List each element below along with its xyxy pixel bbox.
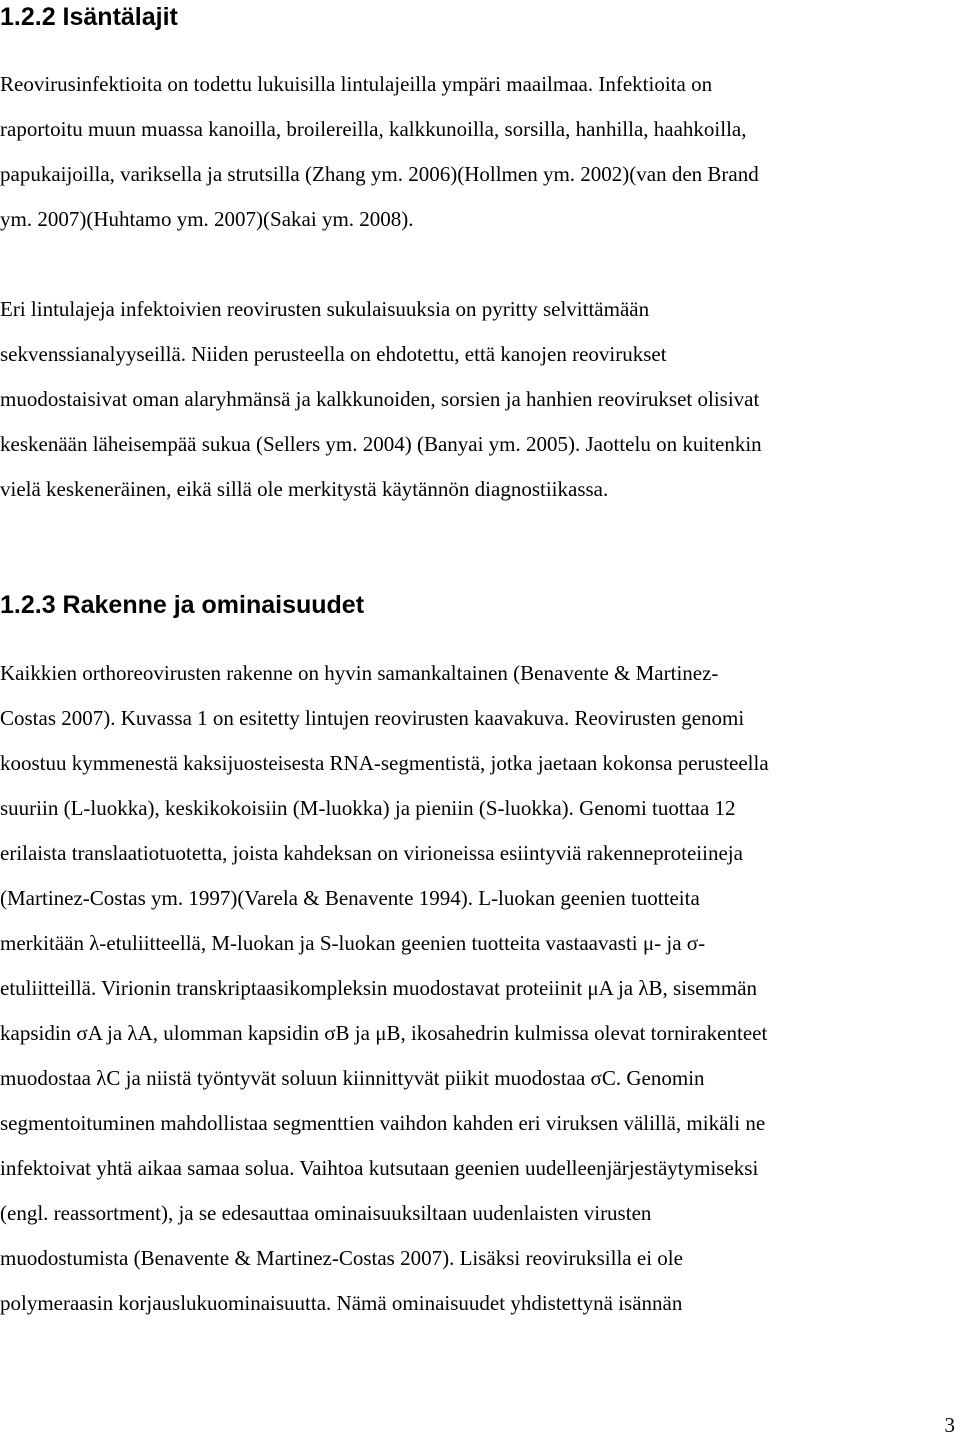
text-line: muodostumista (Benavente & Martinez-Costas 2007). Lisäksi reoviruksilla ei ole	[0, 1246, 683, 1270]
paragraph-structure-properties	[0, 651, 960, 1326]
text-line: kapsidin σA ja λA, ulomman kapsidin σB ja μB, ikosahedrin kulmissa olevat tornirakenteet	[0, 1021, 768, 1045]
text-line: etuliitteillä. Virionin transkriptaasikompleksin muodostavat proteiinit μA ja λB, sisemmän	[0, 976, 758, 1000]
text-line: papukaijoilla, variksella ja strutsilla (Zhang ym. 2006)(Hollmen ym. 2002)(van den Brand	[0, 162, 759, 186]
text-line: vielä keskeneräinen, eikä sillä ole merkitystä käytännön diagnostiikassa.	[0, 477, 609, 501]
text-line: polymeraasin korjauslukuominaisuutta. Nämä ominaisuudet yhdistettynä isännän	[0, 1291, 683, 1315]
text-line: merkitään λ-etuliitteellä, M-luokan ja S-luokan geenien tuotteita vastaavasti μ- ja σ-	[0, 931, 706, 955]
text-line: erilaista translaatiotuotetta, joista kahdeksan on virioneissa esiintyviä rakenneproteiineja	[0, 841, 743, 865]
page-number: 3	[944, 1413, 955, 1437]
text-line: suuriin (L-luokka), keskikokoisiin (M-luokka) ja pieniin (S-luokka). Genomi tuottaa 12	[0, 796, 736, 820]
text-line: Eri lintulajeja infektoivien reovirusten sukulaisuuksia on pyritty selvittämään	[0, 297, 650, 321]
text-line: keskenään läheisempää sukua (Sellers ym. 2004) (Banyai ym. 2005). Jaottelu on kuitenkin	[0, 432, 762, 456]
text-line: ym. 2007)(Huhtamo ym. 2007)(Sakai ym. 2008).	[0, 207, 414, 231]
text-line: muodostaa λC ja niistä työntyvät soluun kiinnittyvät piikit muodostaa σC. Genomin	[0, 1066, 705, 1090]
section-heading-isantalajit: 1.2.2 Isäntälajit	[0, 3, 178, 31]
text-line: Costas 2007). Kuvassa 1 on esitetty lintujen reovirusten kaavakuva. Reovirusten genomi	[0, 706, 745, 730]
paragraph-host-species	[0, 62, 960, 242]
text-line: Reovirusinfektioita on todettu lukuisilla lintulajeilla ympäri maailmaa. Infektioita on	[0, 72, 713, 96]
text-line: segmentoituminen mahdollistaa segmenttien vaihdon kahden eri viruksen välillä, mikäli ne	[0, 1111, 766, 1135]
text-line: infektoivat yhtä aikaa samaa solua. Vaihtoa kutsutaan geenien uudelleenjärjestäytymiseksi	[0, 1156, 759, 1180]
section-heading-rakenne: 1.2.3 Rakenne ja ominaisuudet	[0, 591, 365, 619]
text-line: koostuu kymmenestä kaksijuosteisesta RNA-segmentistä, jotka jaetaan kokonsa perusteella	[0, 751, 769, 775]
text-line: muodostaisivat oman alaryhmänsä ja kalkkunoiden, sorsien ja hanhien reovirukset olisivat	[0, 387, 760, 411]
text-line: (engl. reassortment), ja se edesauttaa ominaisuuksiltaan uudenlaisten virusten	[0, 1201, 652, 1225]
text-line: sekvenssianalyyseillä. Niiden perusteella on ehdotettu, että kanojen reovirukset	[0, 342, 667, 366]
text-line: Kaikkien orthoreovirusten rakenne on hyvin samankaltainen (Benavente & Martinez-	[0, 661, 719, 685]
text-line: (Martinez-Costas ym. 1997)(Varela & Benavente 1994). L-luokan geenien tuotteita	[0, 886, 700, 910]
paragraph-sequence-analyses	[0, 287, 960, 512]
text-line: raportoitu muun muassa kanoilla, broilereilla, kalkkunoilla, sorsilla, hanhilla, haahkoilla,	[0, 117, 747, 141]
